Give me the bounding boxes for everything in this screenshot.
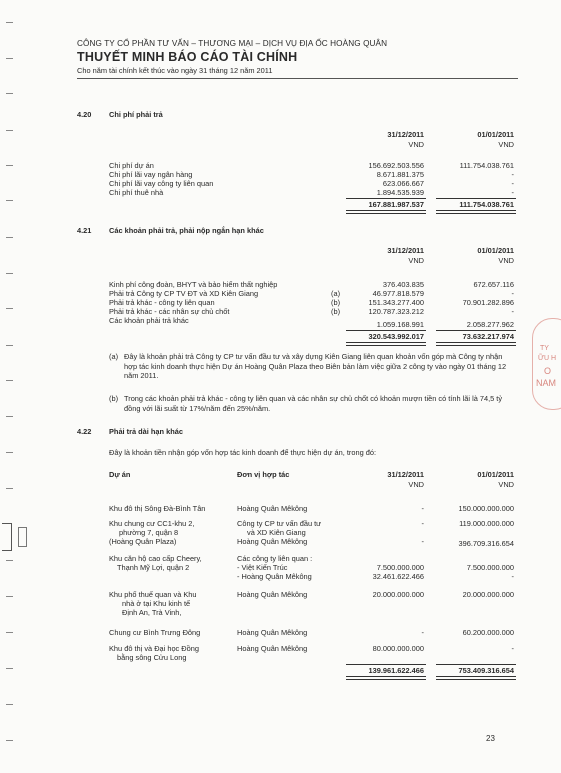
note-b: Trong các khoản phải trả khác - công ty liên quan và các nhân sự chủ chốt có khoản mượn tiền có tính lãi là 74,5 tỷ đồng với lãi suất từ 17%/năm đến 25%/năm. (124, 394, 503, 413)
row-value: 70.901.282.896 (462, 298, 514, 307)
row-value: 7.500.000.000 (376, 563, 424, 572)
row-value: 32.461.622.466 (372, 572, 424, 581)
total-value: 320.543.992.017 (368, 332, 424, 341)
row-value: - (511, 188, 514, 197)
project-name: phường 7, quận 8 (119, 528, 179, 537)
row-value: 623.066.667 (382, 179, 424, 188)
row-value: - (421, 504, 424, 513)
total-value: 73.632.217.974 (462, 332, 514, 341)
column-unit: VND (498, 480, 514, 489)
row-label: Chi phí dự án (109, 161, 154, 170)
total-double-rule (346, 342, 426, 346)
column-unit: VND (408, 480, 424, 489)
project-name: Khu đô thị và Đại học Đồng (109, 644, 199, 653)
subtotal-rule (436, 198, 516, 199)
row-value: 396.709.316.654 (458, 539, 514, 548)
partner-name: Hoàng Quân Mêkông (237, 628, 308, 637)
row-value: 120.787.323.212 (368, 307, 424, 316)
row-label: Phải trả Công ty CP TV ĐT và XD Kiên Giang (109, 289, 259, 298)
row-label: Phải trả khác - công ty liên quan (109, 298, 215, 307)
row-value: 376.403.835 (382, 280, 424, 289)
section-intro: Đây là khoản tiền nhận góp vốn hợp tác kinh doanh để thực hiện dự án, trong đó: (109, 448, 377, 457)
section-number: 4.22 (77, 427, 92, 436)
column-unit: VND (498, 256, 514, 265)
row-value: - (421, 537, 424, 546)
row-value: - (511, 179, 514, 188)
row-ref: (a) (331, 289, 341, 298)
partner-name: Các công ty liên quan : (237, 554, 313, 563)
total-double-rule (346, 676, 426, 680)
project-name: Khu chung cư CC1-khu 2, (109, 519, 195, 528)
row-value: - (511, 170, 514, 179)
row-value: 80.000.000.000 (372, 644, 424, 653)
row-label: Các khoản phải trả khác (109, 316, 189, 325)
row-value: 2.058.277.962 (466, 320, 514, 329)
binding-clip-inner (18, 527, 27, 547)
column-header: 31/12/2011 (387, 470, 424, 479)
partner-name: Hoàng Quân Mêkông (237, 537, 308, 546)
row-label: Chi phí lãi vay ngân hàng (109, 170, 193, 179)
section-title: Phải trả dài hạn khác (109, 427, 183, 436)
column-header: 31/12/2011 (387, 130, 424, 139)
project-name: Định An, Trà Vinh, (122, 608, 182, 617)
subtotal-rule (346, 330, 426, 331)
row-value: - (511, 307, 514, 316)
section-title: Các khoản phải trả, phải nộp ngắn hạn khác (109, 226, 264, 235)
subtotal-rule (346, 198, 426, 199)
section-number: 4.20 (77, 110, 92, 119)
section-title: Chi phí phải trả (109, 110, 163, 119)
stamp-text: TY (540, 345, 549, 352)
note-tag: (a) (109, 352, 119, 361)
note-tag: (b) (109, 394, 119, 403)
partner-name: - Hoàng Quân Mêkông (237, 572, 312, 581)
subtotal-rule (436, 330, 516, 331)
total-value: 753.409.316.654 (458, 666, 514, 675)
row-ref: (b) (331, 298, 341, 307)
total-double-rule (436, 676, 516, 680)
row-value: - (421, 628, 424, 637)
subtotal-rule (436, 664, 516, 665)
column-header-partner: Đơn vị hợp tác (237, 470, 290, 479)
column-header: 31/12/2011 (387, 246, 424, 255)
row-value: - (511, 572, 514, 581)
report-period: Cho năm tài chính kết thúc vào ngày 31 tháng 12 năm 2011 (77, 66, 273, 75)
column-header: 01/01/2011 (477, 246, 514, 255)
project-name: Chung cư Bình Trưng Đông (109, 628, 201, 637)
project-name: bằng sông Cửu Long (117, 653, 187, 662)
stamp-text: NAM (536, 378, 556, 388)
total-value: 139.961.622.466 (368, 666, 424, 675)
row-label: Phải trả khác - các nhân sự chủ chốt (109, 307, 230, 316)
column-header-project: Dự án (109, 470, 131, 479)
row-value: 156.692.503.556 (368, 161, 424, 170)
row-value: 20.000.000.000 (462, 590, 514, 599)
column-unit: VND (408, 140, 424, 149)
row-value: 150.000.000.000 (458, 504, 514, 513)
total-double-rule (436, 210, 516, 214)
total-double-rule (346, 210, 426, 214)
partner-name: Hoàng Quân Mêkông (237, 504, 308, 513)
company-name: CÔNG TY CỔ PHẦN TƯ VẤN – THƯƠNG MẠI – DỊCH VỤ ĐỊA ỐC HOÀNG QUÂN (77, 39, 388, 48)
column-unit: VND (498, 140, 514, 149)
row-value: 20.000.000.000 (372, 590, 424, 599)
row-value: 1.059.168.991 (376, 320, 424, 329)
partner-name: - Việt Kiến Trúc (237, 563, 288, 572)
total-value: 167.881.987.537 (368, 200, 424, 209)
total-value: 111.754.038.761 (459, 200, 514, 209)
row-value: 7.500.000.000 (466, 563, 514, 572)
project-name: Khu căn hộ cao cấp Cheery, (109, 554, 202, 563)
stamp-ring (532, 318, 561, 410)
row-value: 8.671.881.375 (376, 170, 424, 179)
row-label: Kinh phí công đoàn, BHYT và bảo hiểm thất nghiệp (109, 280, 278, 289)
project-name: Khu phố thuế quan và Khu (109, 590, 197, 599)
partner-name: và XD Kiên Giang (247, 528, 306, 537)
row-value: 111.754.038.761 (459, 161, 514, 170)
row-value: 672.657.116 (473, 280, 514, 289)
partner-name: Công ty CP tư vấn đầu tư (237, 519, 322, 528)
project-name: Khu đô thị Sông Đà-Bình Tân (109, 504, 206, 513)
row-label: Chi phí thuê nhà (109, 188, 164, 197)
page-number: 23 (486, 734, 495, 743)
stamp-text: O (544, 366, 552, 376)
column-header: 01/01/2011 (477, 470, 514, 479)
project-name: nhà ở tại Khu kinh tế (122, 599, 191, 608)
stamp-text: ỮU H (538, 355, 557, 362)
column-unit: VND (408, 256, 424, 265)
row-ref: (b) (331, 307, 341, 316)
report-title: THUYẾT MINH BÁO CÁO TÀI CHÍNH (77, 50, 298, 64)
binding-clip (2, 523, 12, 551)
partner-name: Hoàng Quân Mêkông (237, 590, 308, 599)
partner-name: Hoàng Quân Mêkông (237, 644, 308, 653)
header-rule (77, 78, 518, 79)
column-header: 01/01/2011 (477, 130, 514, 139)
row-value: 151.343.277.400 (368, 298, 424, 307)
subtotal-rule (346, 664, 426, 665)
row-value: 119.000.000.000 (459, 519, 514, 528)
row-value: - (511, 289, 514, 298)
total-double-rule (436, 342, 516, 346)
row-value: 60.200.000.000 (462, 628, 514, 637)
project-name: Thạnh Mỹ Lợi, quận 2 (117, 563, 190, 572)
row-label: Chi phí lãi vay công ty liên quan (109, 179, 214, 188)
row-value: - (511, 644, 514, 653)
row-value: - (421, 519, 424, 528)
row-value: 1.894.535.939 (376, 188, 424, 197)
note-a: Đây là khoản phải trả Công ty CP tư vấn đầu tư và xây dựng Kiên Giang liên quan khoản vốn góp mà Công ty nhận hợp tác kinh doanh thực hiện Dự án Hoàng Quân Plaza theo Biên bản làm việc giữa 2 công ty vào ngày 01 tháng 12 năm 2011. (124, 352, 507, 380)
section-number: 4.21 (77, 226, 92, 235)
project-name: (Hoàng Quân Plaza) (109, 537, 177, 546)
row-value: 46.977.818.579 (372, 289, 424, 298)
